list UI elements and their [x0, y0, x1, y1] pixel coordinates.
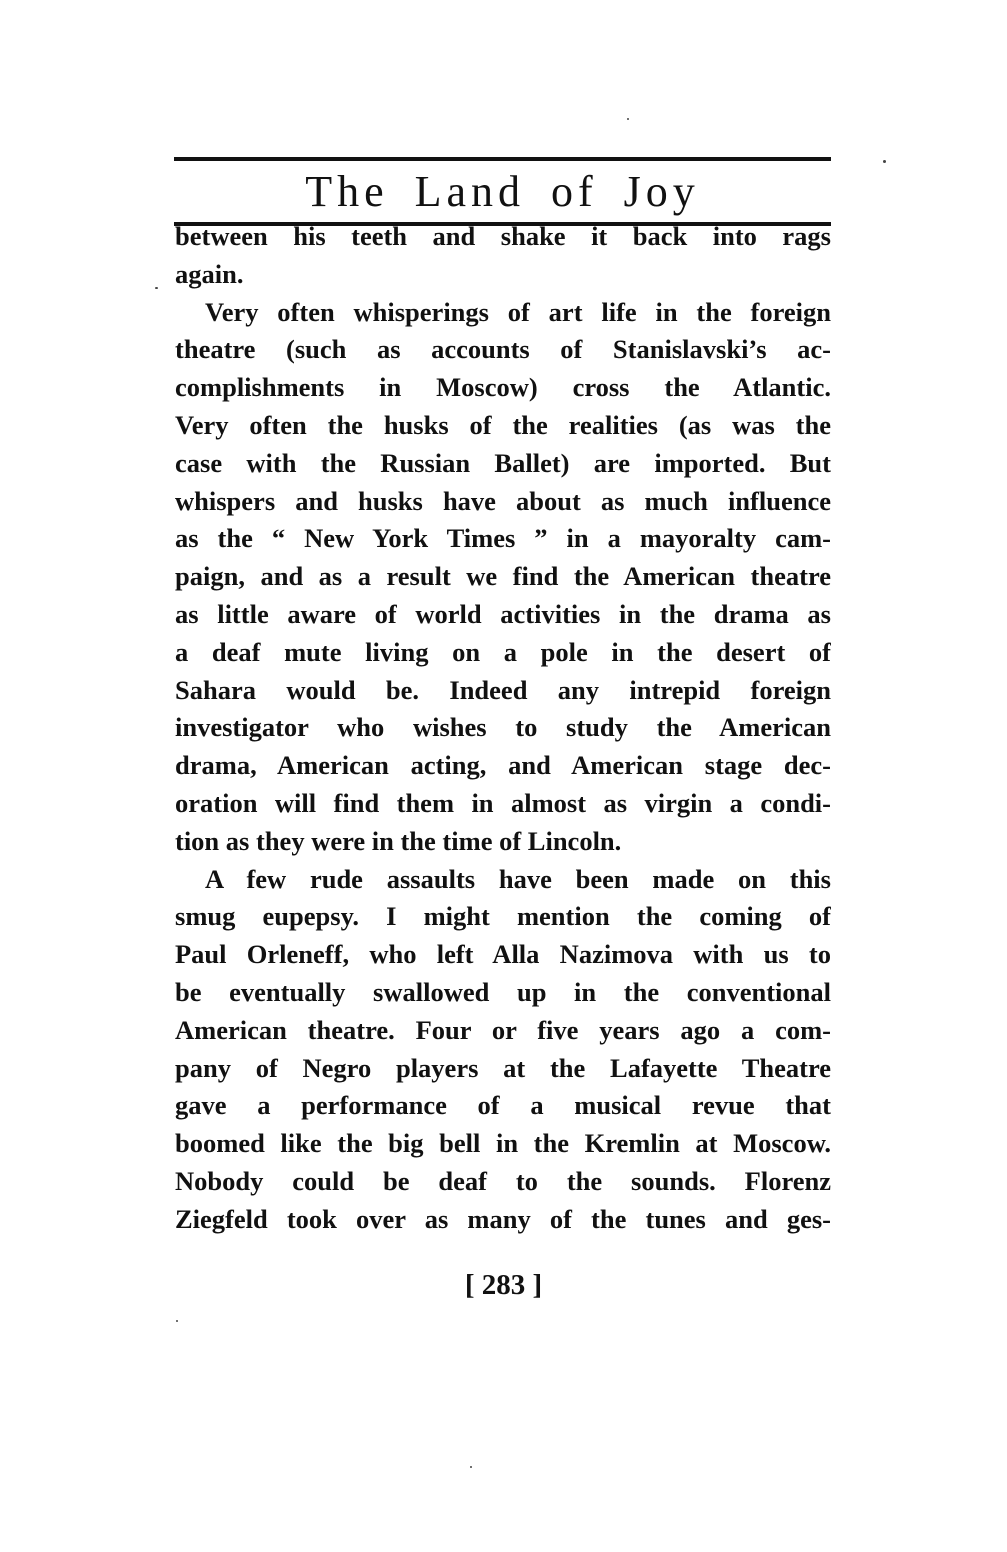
text-line: A few rude assaults have been made on this	[205, 863, 831, 894]
text-line: gave a performance of a musical revue that	[175, 1090, 831, 1121]
text-line: as little aware of world activities in the drama as	[175, 599, 831, 629]
scan-speck	[176, 1320, 178, 1322]
text-line: again.	[175, 258, 244, 289]
text-line: Very often the husks of the realities (as was the	[175, 410, 831, 440]
text-line: complishments in Moscow) cross the Atlantic.	[175, 372, 831, 403]
text-line: Nobody could be deaf to the sounds. Florenz	[175, 1166, 831, 1196]
text-line: American theatre. Four or five years ago a com-	[175, 1014, 831, 1045]
text-line: drama, American acting, and American stage dec-	[175, 750, 831, 781]
text-line: smug eupepsy. I might mention the coming of	[175, 901, 831, 932]
text-line: investigator who wishes to study the American	[175, 712, 831, 743]
text-line: as the “ New York Times ” in a mayoralty cam-	[175, 523, 831, 554]
scan-speck	[155, 287, 158, 289]
text-line: Very often whisperings of art life in the foreign	[205, 296, 831, 327]
running-head: The Land of Joy	[305, 167, 700, 216]
text-line: Ziegfeld took over as many of the tunes and ges-	[175, 1203, 831, 1234]
scan-speck	[883, 160, 886, 163]
scan-speck	[470, 1466, 472, 1468]
page-number: [ 283 ]	[464, 1269, 543, 1301]
header-rule-top	[174, 157, 831, 161]
text-line: theatre (such as accounts of Stanislavski’s ac-	[175, 334, 831, 365]
text-line: tion as they were in the time of Lincoln.	[175, 825, 622, 856]
text-line: Paul Orleneff, who left Alla Nazimova with us to	[175, 939, 831, 970]
text-line: pany of Negro players at the Lafayette Theatre	[175, 1052, 831, 1083]
text-line: Sahara would be. Indeed any intrepid foreign	[175, 674, 831, 705]
text-line: between his teeth and shake it back into rags	[175, 221, 831, 251]
text-line: paign, and as a result we find the American theatre	[175, 561, 831, 592]
text-line: boomed like the big bell in the Kremlin at Moscow.	[175, 1128, 831, 1159]
text-line: whispers and husks have about as much influence	[175, 485, 831, 516]
text-line: case with the Russian Ballet) are imported. But	[175, 447, 831, 478]
text-line: be eventually swallowed up in the conventional	[175, 977, 831, 1007]
text-line: oration will find them in almost as virgin a condi-	[175, 788, 831, 818]
text-line: a deaf mute living on a pole in the desert of	[175, 636, 831, 667]
scan-speck	[627, 118, 629, 120]
